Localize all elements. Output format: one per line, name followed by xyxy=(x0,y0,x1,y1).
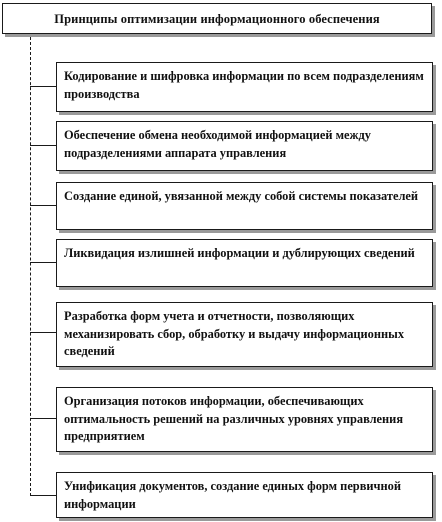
connector-branch-4 xyxy=(30,262,56,263)
principle-box-6 xyxy=(56,387,433,452)
principle-box-3 xyxy=(56,182,433,230)
principle-box-7 xyxy=(56,472,433,518)
connector-branch-3 xyxy=(30,205,56,206)
principle-box-4 xyxy=(56,239,433,287)
principle-text: Унификация документов, создание единых форм первичной информации xyxy=(64,479,401,511)
principle-text: Организация потоков информации, обеспечивающих оптимальность решений на различных уровнях управления предприятием xyxy=(64,394,404,443)
principle-text: Обеспечение обмена необходимой информацией между подразделениями аппарата управления xyxy=(64,128,371,160)
principle-box-2 xyxy=(56,121,433,171)
principle-text: Создание единой, увязанной между собой системы показателей xyxy=(64,189,419,203)
principle-text: Кодирование и шифровка информации по всем подразделениям производства xyxy=(64,69,424,101)
connector-branch-7 xyxy=(30,495,56,496)
principle-box-5 xyxy=(56,302,433,367)
principle-box-1 xyxy=(56,62,433,112)
connector-branch-2 xyxy=(30,145,56,146)
principle-text: Ликвидация излишней информации и дублирующих сведений xyxy=(64,246,415,260)
diagram-title: Принципы оптимизации информационного обеспечения xyxy=(2,3,432,34)
connector-branch-1 xyxy=(30,86,56,87)
connector-branch-5 xyxy=(30,332,56,333)
connector-trunk xyxy=(30,37,31,496)
principle-text: Разработка форм учета и отчетности, позволяющих механизировать сбор, обработку и выдачу информационных сведений xyxy=(64,309,405,358)
connector-branch-6 xyxy=(30,418,56,419)
